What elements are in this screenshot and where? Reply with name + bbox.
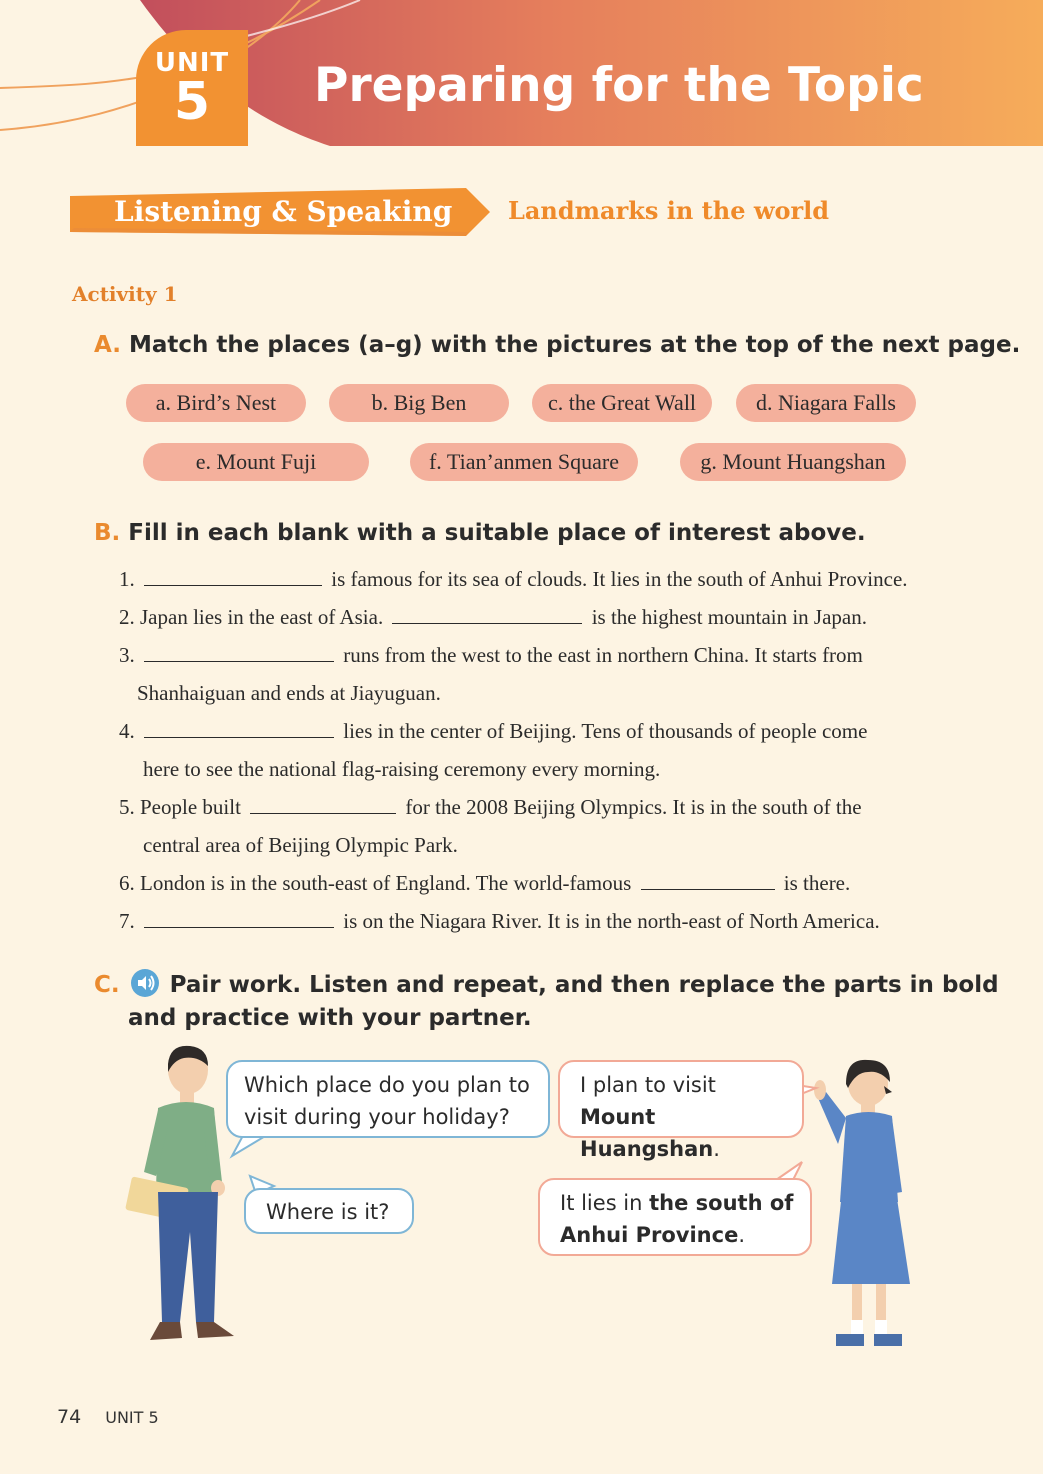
answer-blank[interactable] bbox=[641, 871, 775, 890]
part-a-text: Match the places (a–g) with the pictures at the top of the next page. bbox=[128, 332, 1021, 358]
bubble-bold-text-1: the south of bbox=[649, 1191, 794, 1215]
item-text-pre: Japan lies in the east of Asia. bbox=[140, 605, 384, 629]
exercise-item-3 bbox=[119, 643, 863, 668]
item-text-post: runs from the west to the east in northern China. It starts from bbox=[343, 643, 863, 667]
dialogue-bubble-question-2 bbox=[244, 1188, 414, 1234]
answer-blank[interactable] bbox=[392, 605, 582, 624]
section-topic: Landmarks in the world bbox=[508, 196, 830, 225]
part-c-text-line1: Pair work. Listen and repeat, and then replace the parts in bold bbox=[169, 972, 999, 998]
item-text-post: is the highest mountain in Japan. bbox=[591, 605, 867, 629]
exercise-item-5-cont: central area of Beijing Olympic Park. bbox=[143, 833, 458, 857]
dialogue-bubble-answer-2 bbox=[538, 1178, 812, 1256]
girl-illustration bbox=[806, 1052, 926, 1358]
item-number: 1. bbox=[119, 567, 135, 591]
exercise-item-4-cont: here to see the national flag-raising ceremony every morning. bbox=[143, 757, 661, 781]
item-text-post: for the 2008 Beijing Olympics. It is in the south of the bbox=[405, 795, 862, 819]
exercise-item-2 bbox=[119, 605, 867, 630]
answer-blank[interactable] bbox=[144, 567, 322, 586]
exercise-item-1 bbox=[119, 567, 908, 592]
bubble-bold-text-2: Anhui Province bbox=[560, 1223, 739, 1247]
exercise-item-3-cont: Shanhaiguan and ends at Jiayuguan. bbox=[137, 681, 441, 705]
part-c-text-line2: and practice with your partner. bbox=[128, 1005, 532, 1031]
answer-blank[interactable] bbox=[250, 795, 396, 814]
bubble-text-line2: visit during your holiday? bbox=[244, 1105, 510, 1129]
unit-word: UNIT bbox=[154, 48, 230, 78]
item-text-pre: London is in the south-east of England. The world-famous bbox=[140, 871, 632, 895]
part-a-instruction bbox=[94, 332, 1020, 358]
bubble-text-pre: It lies in bbox=[560, 1191, 650, 1215]
page-number: 74 bbox=[57, 1406, 82, 1428]
item-text-post: lies in the center of Beijing. Tens of thousands of people come bbox=[343, 719, 868, 743]
exercise-item-5 bbox=[119, 795, 862, 820]
part-c-letter: C. bbox=[94, 972, 120, 998]
section-label: Listening & Speaking bbox=[114, 195, 453, 228]
part-b-text: Fill in each blank with a suitable place of interest above. bbox=[128, 520, 866, 546]
item-number: 2. bbox=[119, 605, 135, 629]
part-b-instruction bbox=[94, 520, 866, 546]
place-pill-b: b. Big Ben bbox=[329, 384, 509, 422]
place-pill-a: a. Bird’s Nest bbox=[126, 384, 306, 422]
item-number: 6. bbox=[119, 871, 135, 895]
place-pill-e: e. Mount Fuji bbox=[143, 443, 369, 481]
bubble-text: Where is it? bbox=[266, 1200, 390, 1224]
item-text-post: is there. bbox=[783, 871, 851, 895]
item-text-pre: People built bbox=[140, 795, 241, 819]
place-pill-c: c. the Great Wall bbox=[532, 384, 712, 422]
answer-blank[interactable] bbox=[144, 643, 334, 662]
bubble-text-line1: Which place do you plan to bbox=[244, 1073, 530, 1097]
exercise-item-6 bbox=[119, 871, 850, 896]
page-footer bbox=[57, 1406, 159, 1428]
exercise-item-4 bbox=[119, 719, 867, 744]
place-pill-f: f. Tian’anmen Square bbox=[410, 443, 638, 481]
dialogue-bubble-answer-1 bbox=[558, 1060, 804, 1161]
speaker-icon[interactable] bbox=[130, 968, 160, 998]
page-title: Preparing for the Topic bbox=[314, 58, 924, 113]
place-pill-d: d. Niagara Falls bbox=[736, 384, 916, 422]
item-number: 5. bbox=[119, 795, 135, 819]
item-number: 3. bbox=[119, 643, 135, 667]
footer-unit-label: UNIT 5 bbox=[105, 1408, 159, 1427]
part-a-letter: A. bbox=[94, 332, 121, 358]
item-number: 7. bbox=[119, 909, 135, 933]
bubble-text-line1: I plan to visit bbox=[580, 1073, 716, 1097]
activity-title: Activity 1 bbox=[72, 282, 178, 306]
item-number: 4. bbox=[119, 719, 135, 743]
item-text-post: is famous for its sea of clouds. It lies in the south of Anhui Province. bbox=[331, 567, 908, 591]
dialogue-bubble-question-1 bbox=[226, 1060, 550, 1138]
part-b-letter: B. bbox=[94, 520, 121, 546]
place-pill-g: g. Mount Huangshan bbox=[680, 443, 906, 481]
exercise-item-7 bbox=[119, 909, 880, 934]
answer-blank[interactable] bbox=[144, 909, 334, 928]
unit-badge bbox=[136, 30, 248, 146]
answer-blank[interactable] bbox=[144, 719, 334, 738]
item-text-post: is on the Niagara River. It is in the north-east of North America. bbox=[343, 909, 880, 933]
section-tab bbox=[70, 188, 490, 236]
unit-number: 5 bbox=[173, 72, 211, 132]
bubble-bold-text: Mount Huangshan bbox=[580, 1105, 714, 1161]
bubble-text-end: . bbox=[738, 1223, 746, 1247]
part-c-instruction bbox=[94, 968, 999, 998]
bubble-text-end: . bbox=[713, 1137, 720, 1161]
